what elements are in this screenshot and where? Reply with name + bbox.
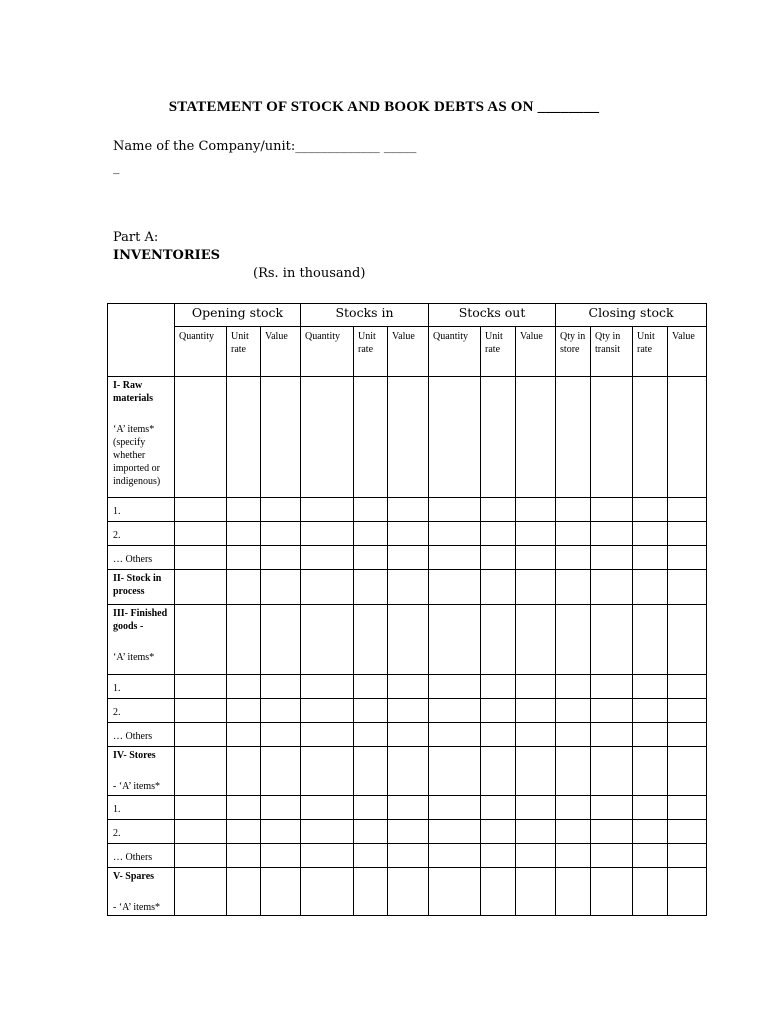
table-cell <box>227 699 261 723</box>
subheader: Unit rate <box>481 327 516 377</box>
table-cell <box>227 546 261 570</box>
table-cell <box>556 377 591 498</box>
table-cell <box>591 605 633 675</box>
table-row <box>108 820 707 844</box>
table-cell <box>354 546 388 570</box>
table-cell <box>261 546 301 570</box>
table-cell <box>301 522 354 546</box>
row-label-text: 1. <box>113 506 121 517</box>
subheader: Quantity <box>301 327 354 377</box>
table-cell <box>354 522 388 546</box>
table-cell <box>591 820 633 844</box>
table-cell <box>668 699 707 723</box>
table-cell <box>556 675 591 699</box>
table-cell <box>429 675 481 699</box>
table-cell <box>556 796 591 820</box>
table-cell <box>175 844 227 868</box>
table-cell <box>301 570 354 605</box>
row-label <box>108 546 175 570</box>
table-row <box>108 522 707 546</box>
row-label <box>108 844 175 868</box>
table-cell <box>227 570 261 605</box>
table-cell <box>227 868 261 916</box>
table-row <box>108 605 707 675</box>
row-section-heading: III- Finished goods - <box>113 608 168 632</box>
table-cell <box>227 723 261 747</box>
table-cell <box>556 570 591 605</box>
table-cell <box>175 675 227 699</box>
table-cell <box>261 868 301 916</box>
table-row <box>108 675 707 699</box>
subheader: Qty in transit <box>591 327 633 377</box>
table-cell <box>301 747 354 796</box>
table-row <box>108 796 707 820</box>
table-cell <box>556 820 591 844</box>
group-header-opening-stock: Opening stock <box>175 304 301 327</box>
table-cell <box>261 675 301 699</box>
table-cell <box>354 605 388 675</box>
company-name-line-tail: _ <box>113 160 120 175</box>
table-cell <box>668 868 707 916</box>
table-cell <box>227 820 261 844</box>
table-cell <box>388 723 429 747</box>
table-cell <box>429 723 481 747</box>
table-row <box>108 747 707 796</box>
table-cell <box>388 747 429 796</box>
row-label <box>108 747 175 796</box>
subheader: Unit rate <box>227 327 261 377</box>
part-label: Part A: <box>113 230 159 245</box>
table-cell <box>633 820 668 844</box>
table-cell <box>227 747 261 796</box>
table-cell <box>354 377 388 498</box>
table-cell <box>429 747 481 796</box>
table-cell <box>633 747 668 796</box>
row-label <box>108 605 175 675</box>
table-cell <box>481 522 516 546</box>
table-cell <box>301 796 354 820</box>
table-cell <box>633 796 668 820</box>
table-cell <box>516 723 556 747</box>
row-label-text: … Others <box>113 554 153 565</box>
table-cell <box>388 377 429 498</box>
row-label-text: 1. <box>113 804 121 815</box>
table-cell <box>301 699 354 723</box>
table-cell <box>633 699 668 723</box>
table-cell <box>481 570 516 605</box>
table-cell <box>591 522 633 546</box>
table-row <box>108 699 707 723</box>
table-cell <box>429 570 481 605</box>
table-cell <box>556 844 591 868</box>
table-cell <box>481 546 516 570</box>
table-cell <box>301 723 354 747</box>
table-cell <box>516 699 556 723</box>
table-cell <box>556 699 591 723</box>
table-cell <box>556 723 591 747</box>
group-header-stocks-out: Stocks out <box>429 304 556 327</box>
table-cell <box>556 498 591 522</box>
table-cell <box>633 377 668 498</box>
table-cell <box>633 868 668 916</box>
table-cell <box>591 844 633 868</box>
table-cell <box>175 498 227 522</box>
table-cell <box>516 377 556 498</box>
table-cell <box>175 723 227 747</box>
table-cell <box>481 844 516 868</box>
table-cell <box>556 546 591 570</box>
table-cell <box>556 605 591 675</box>
subheader: Value <box>668 327 707 377</box>
table-cell <box>261 699 301 723</box>
row-label-text: 1. <box>113 683 121 694</box>
table-cell <box>668 522 707 546</box>
subheader: Value <box>261 327 301 377</box>
table-cell <box>175 699 227 723</box>
table-cell <box>175 570 227 605</box>
group-header-stocks-in: Stocks in <box>301 304 429 327</box>
row-label <box>108 498 175 522</box>
table-cell <box>261 605 301 675</box>
table-cell <box>668 377 707 498</box>
table-cell <box>227 675 261 699</box>
table-cell <box>261 498 301 522</box>
table-cell <box>481 747 516 796</box>
table-cell <box>429 820 481 844</box>
table-cell <box>261 820 301 844</box>
table-cell <box>429 498 481 522</box>
table-cell <box>429 844 481 868</box>
row-label-text: … Others <box>113 852 153 863</box>
row-label <box>108 377 175 498</box>
table-cell <box>633 570 668 605</box>
document-title: STATEMENT OF STOCK AND BOOK DEBTS AS ON ________ <box>168 99 600 115</box>
table-cell <box>388 868 429 916</box>
table-cell <box>591 868 633 916</box>
table-cell <box>668 498 707 522</box>
table-cell <box>668 675 707 699</box>
table-cell <box>301 377 354 498</box>
table-cell <box>429 796 481 820</box>
row-label-text: 2. <box>113 707 121 718</box>
table-cell <box>516 844 556 868</box>
table-cell <box>556 747 591 796</box>
table-cell <box>388 675 429 699</box>
table-cell <box>591 675 633 699</box>
table-cell <box>516 498 556 522</box>
row-label <box>108 522 175 546</box>
subheader: Quantity <box>429 327 481 377</box>
table-cell <box>481 605 516 675</box>
table-cell <box>481 498 516 522</box>
table-cell <box>633 546 668 570</box>
table-row <box>108 498 707 522</box>
table-cell <box>516 747 556 796</box>
table-cell <box>516 796 556 820</box>
row-section-heading: I- Raw materials <box>113 380 153 404</box>
table-cell <box>668 546 707 570</box>
table-cell <box>175 377 227 498</box>
table-cell <box>429 699 481 723</box>
row-label <box>108 723 175 747</box>
subheader: Unit rate <box>633 327 668 377</box>
table-cell <box>668 844 707 868</box>
table-cell <box>227 605 261 675</box>
table-cell <box>516 820 556 844</box>
table-cell <box>481 868 516 916</box>
row-label-text: … Others <box>113 731 153 742</box>
table-cell <box>175 522 227 546</box>
subheader: Value <box>388 327 429 377</box>
row-section-heading: II- Stock in process <box>113 573 162 597</box>
table-cell <box>633 522 668 546</box>
table-cell <box>668 605 707 675</box>
table-cell <box>354 868 388 916</box>
table-cell <box>668 570 707 605</box>
table-cell <box>516 675 556 699</box>
table-row <box>108 377 707 498</box>
group-header-closing-stock: Closing stock <box>556 304 707 327</box>
table-cell <box>591 498 633 522</box>
table-cell <box>668 747 707 796</box>
table-cell <box>261 377 301 498</box>
table-cell <box>261 747 301 796</box>
table-cell <box>429 546 481 570</box>
table-row <box>108 546 707 570</box>
table-cell <box>481 699 516 723</box>
inventory-table <box>107 303 707 916</box>
table-cell <box>227 796 261 820</box>
table-cell <box>481 820 516 844</box>
table-cell <box>354 570 388 605</box>
row-label-text: 2. <box>113 828 121 839</box>
table-cell <box>481 675 516 699</box>
table-cell <box>175 868 227 916</box>
table-cell <box>516 522 556 546</box>
row-section-heading: IV- Stores <box>113 750 156 761</box>
table-cell <box>354 699 388 723</box>
table-cell <box>175 820 227 844</box>
table-cell <box>388 820 429 844</box>
table-row <box>108 844 707 868</box>
row-label <box>108 796 175 820</box>
table-cell <box>175 796 227 820</box>
table-cell <box>429 605 481 675</box>
table-cell <box>388 605 429 675</box>
table-cell <box>388 570 429 605</box>
table-cell <box>388 796 429 820</box>
table-row <box>108 723 707 747</box>
table-cell <box>227 844 261 868</box>
unit-note: (Rs. in thousand) <box>253 266 366 281</box>
table-cell <box>516 570 556 605</box>
table-cell <box>429 868 481 916</box>
company-name-line: Name of the Company/unit:_____________ _____ <box>113 139 417 154</box>
table-cell <box>175 605 227 675</box>
row-label-text: ‘A’ items* <box>113 652 155 663</box>
table-cell <box>354 844 388 868</box>
table-row <box>108 570 707 605</box>
row-label-text: ‘A’ items* (specify whether imported or indigenous) <box>113 424 161 487</box>
table-cell <box>633 723 668 747</box>
table-cell <box>301 498 354 522</box>
table-cell <box>591 796 633 820</box>
table-cell <box>668 723 707 747</box>
table-row <box>108 868 707 916</box>
subheader: Unit rate <box>354 327 388 377</box>
row-label <box>108 570 175 605</box>
subheader: Value <box>516 327 556 377</box>
table-cell <box>591 377 633 498</box>
table-cell <box>227 498 261 522</box>
table-cell <box>261 844 301 868</box>
table-cell <box>516 546 556 570</box>
table-cell <box>429 377 481 498</box>
table-cell <box>301 820 354 844</box>
table-cell <box>227 522 261 546</box>
table-cell <box>175 747 227 796</box>
table-cell <box>388 498 429 522</box>
table-cell <box>354 498 388 522</box>
table-cell <box>388 546 429 570</box>
table-cell <box>261 570 301 605</box>
table-cell <box>633 605 668 675</box>
row-label <box>108 868 175 916</box>
table-cell <box>668 820 707 844</box>
table-cell <box>481 796 516 820</box>
row-label-text: 2. <box>113 530 121 541</box>
table-cell <box>516 868 556 916</box>
table-cell <box>227 377 261 498</box>
table-cell <box>388 844 429 868</box>
table-cell <box>261 796 301 820</box>
subheader: Qty in store <box>556 327 591 377</box>
table-cell <box>388 522 429 546</box>
table-cell <box>175 546 227 570</box>
table-cell <box>633 844 668 868</box>
table-cell <box>668 796 707 820</box>
section-title: INVENTORIES <box>113 248 221 263</box>
table-cell <box>591 723 633 747</box>
subheader: Quantity <box>175 327 227 377</box>
table-cell <box>481 723 516 747</box>
table-cell <box>591 570 633 605</box>
row-label <box>108 675 175 699</box>
table-cell <box>591 699 633 723</box>
row-label-header <box>108 304 175 377</box>
table-cell <box>301 605 354 675</box>
table-cell <box>591 747 633 796</box>
table-cell <box>633 498 668 522</box>
table-cell <box>516 605 556 675</box>
table-cell <box>633 675 668 699</box>
row-section-heading: V- Spares <box>113 871 155 882</box>
table-cell <box>354 723 388 747</box>
table-cell <box>354 820 388 844</box>
table-cell <box>301 675 354 699</box>
table-cell <box>556 522 591 546</box>
row-label-text: - ‘A’ items* <box>113 781 161 792</box>
table-cell <box>481 377 516 498</box>
table-cell <box>301 868 354 916</box>
row-label-text: - ‘A’ items* <box>113 902 161 913</box>
table-cell <box>261 723 301 747</box>
table-cell <box>354 796 388 820</box>
table-cell <box>354 675 388 699</box>
table-cell <box>591 546 633 570</box>
table-cell <box>261 522 301 546</box>
table-cell <box>556 868 591 916</box>
table-cell <box>388 699 429 723</box>
row-label <box>108 820 175 844</box>
table-cell <box>301 546 354 570</box>
row-label <box>108 699 175 723</box>
table-cell <box>429 522 481 546</box>
table-cell <box>354 747 388 796</box>
table-cell <box>301 844 354 868</box>
